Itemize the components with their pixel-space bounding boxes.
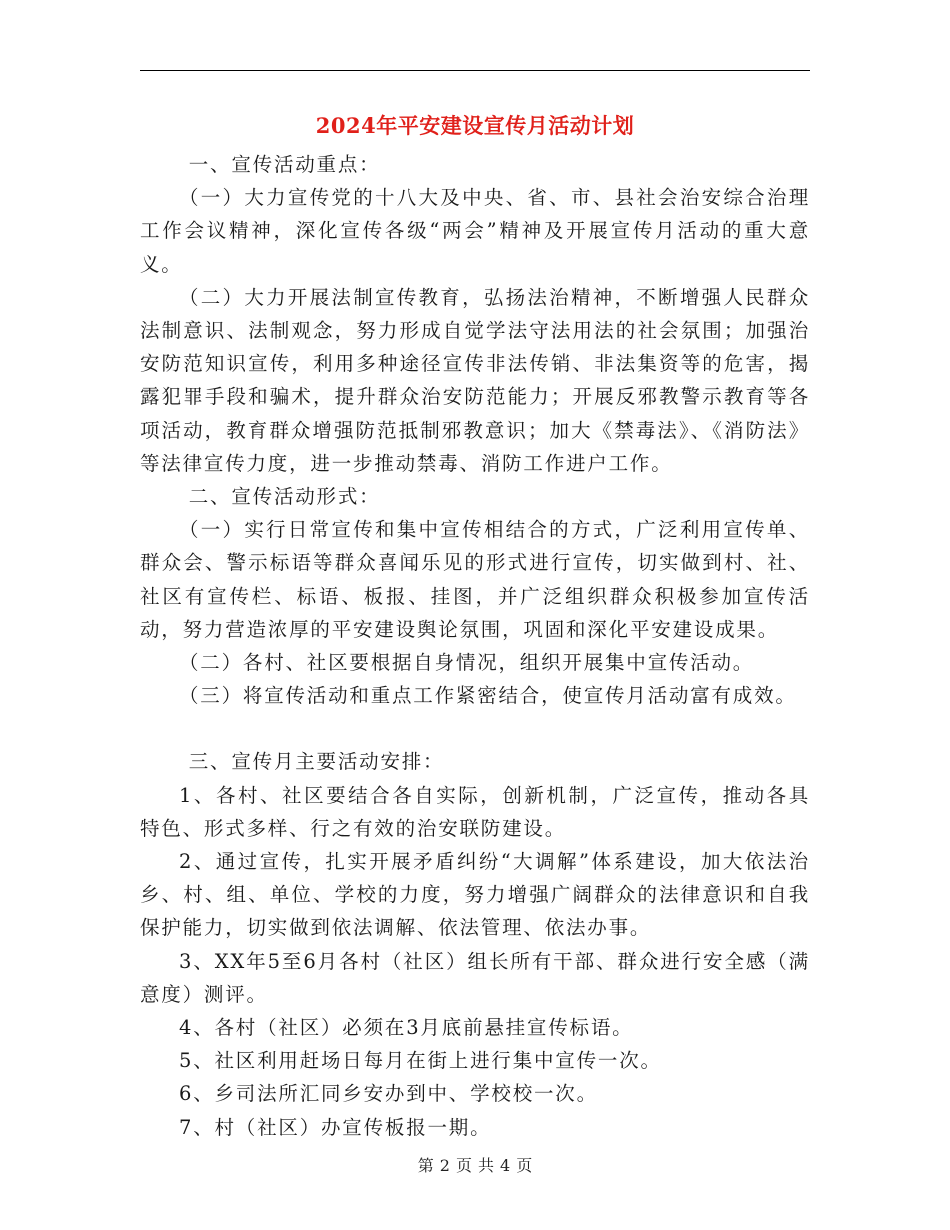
section-heading: 三、宣传月主要活动安排： — [188, 750, 445, 774]
paragraph: （一）实行日常宣传和集中宣传相结合的方式，广泛利用宣传单、群众会、警示标语等群众喜闻乐见的形式进行宣传，切实做到村、社、社区有宣传栏、标语、板报、挂图，并广泛组织群众积极参加宣传活动，努力营造浓厚的平安建设舆论氛围，巩固和深化平安建设成果。 — [140, 518, 810, 641]
page-number: 2 — [439, 1156, 450, 1175]
section-heading: 二、宣传活动形式： — [188, 485, 381, 509]
total-pages: 4 — [500, 1156, 511, 1175]
list-item: 2、通过宣传，扎实开展矛盾纠纷“大调解”体系建设，加大依法治乡、村、组、单位、学校的力度，努力增强广阔群众的法律意识和自我保护能力，切实做到依法调解、依法管理、依法办事。 — [140, 850, 810, 940]
document-title: 2024年平安建设宣传月活动计划 — [315, 113, 635, 138]
paragraph: （一）大力宣传党的十八大及中央、省、市、县社会治安综合治理工作会议精神，深化宣传各级“两会”精神及开展宣传月活动的重大意义。 — [140, 186, 810, 276]
header-rule — [140, 70, 810, 71]
section-heading: 一、宣传活动重点： — [188, 153, 381, 176]
paragraph: （二）各村、社区要根据自身情况，组织开展集中宣传活动。 — [179, 651, 755, 675]
list-item: 7、村（社区）办宣传板报一期。 — [179, 1115, 492, 1139]
paragraph: （三）将宣传活动和重点工作紧密结合，使宣传月活动富有成效。 — [179, 684, 797, 708]
paragraph: （二）大力开展法制宣传教育，弘扬法治精神，不断增强人民群众法制意识、法制观念，努力形成自觉学法守法用法的社会氛围；加强治安防范知识宣传，利用多种途径宣传非法传销、非法集资等的危害，揭露犯罪手段和骗术，提升群众治安防范能力；开展反邪教警示教育等各项活动，教育群众增强防范抵制邪教意识；加大《禁毒法》、《消防法》等法律宣传力度，进一步推动禁毒、消防工作进户工作。 — [140, 285, 810, 475]
page-footer — [0, 1153, 950, 1176]
list-item: 6、乡司法所汇同乡安办到中、学校校一次。 — [179, 1082, 598, 1106]
list-item: 5、社区利用赶场日每月在街上进行集中宣传一次。 — [179, 1049, 662, 1073]
list-item: 1、各村、社区要结合各自实际，创新机制，广泛宣传，推动各具特色、形式多样、行之有效的治安联防建设。 — [140, 783, 810, 840]
list-item: 4、各村（社区）必须在3月底前悬挂宣传标语。 — [179, 1016, 634, 1040]
footer-suffix: 页 — [516, 1156, 533, 1175]
list-item: 3、XX年5至6月各村（社区）组长所有干部、群众进行安全感（满意度）测评。 — [140, 949, 810, 1006]
footer-prefix: 第 — [417, 1156, 434, 1175]
document-body — [140, 148, 810, 1144]
footer-page-label: 页 — [455, 1156, 472, 1175]
footer-total-label: 共 — [478, 1156, 495, 1175]
